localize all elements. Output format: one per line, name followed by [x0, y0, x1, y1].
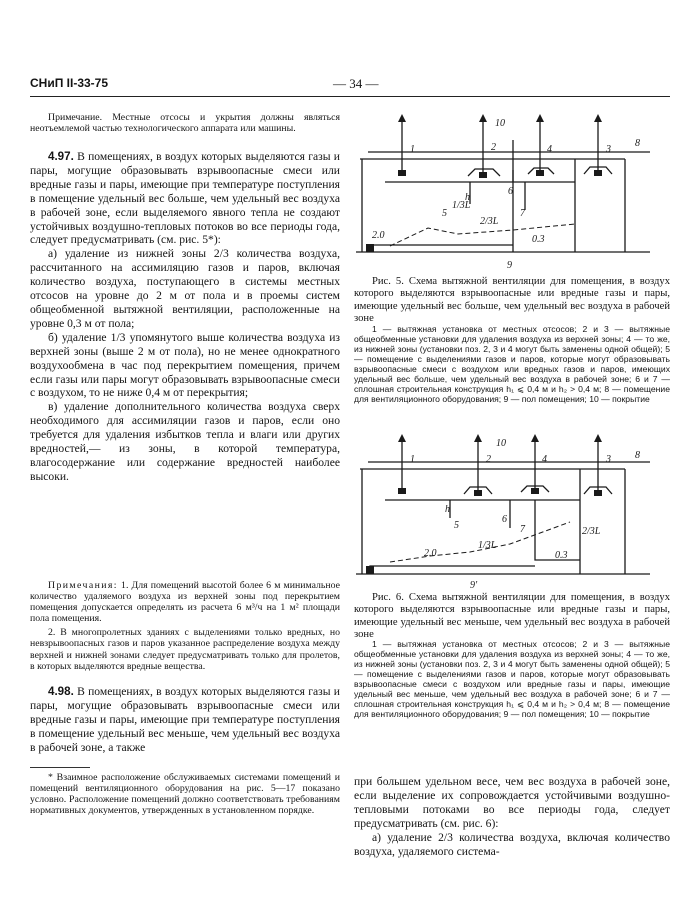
figure-5-caption: Рис. 5. Схема вытяжной вентиляции для помещения, в воздух которого выделяются взрывоопасные или вредные газы и пары, имеющие удельный вес больше, чем удельный вес воздуха в рабочей зоне [354, 276, 670, 325]
continuation-paragraph: при большем удельном весе, чем вес воздуха в рабочей зоне, если выделение их сопровождается устойчивыми воздушно-тепловыми потоками во все периоды года, следует предусматривать (см. рис. 6): [354, 775, 670, 830]
footnote-rule [30, 767, 90, 768]
page-number: — 34 — [333, 76, 379, 91]
label-one-third: 1/3L [478, 540, 497, 551]
label-5: 5 [442, 208, 447, 219]
item-b: б) удаление 1/3 упомянутого выше количества воздуха из верхней зоны (выше 2 м от пола), но не менее однократного воздухообмена в час под перекрытием помещения, причем если газы или пары могут образовывать взрывоопасные смеси с воздухом, то не ниже 0,4 м от перекрытия; [30, 330, 340, 400]
figure-6-legend: 1 — вытяжная установка от местных отсосов; 2 и 3 — вытяжные общеобменные установки для удаления воздуха из верхней зоны; 4 — то же, из нижней зоны (установки поз. 2, 3 и 4 могут быть заменены одной общей); 5 — помещение с выделениями газов и паров, которые могут образовывать взрывоопасные смеси с воздухом или вредные газы и пары, имеющие удельный вес меньше, чем удельный вес воздуха в рабочей зоне; 6 и 7 — сплошная строительная конструкция h₁ ⩽ 0,4 м и h₂ > 0,4 м; 8 — помещение для вентиляционного оборудования; 9 — пол помещения; 10 — покрытие [354, 639, 670, 719]
header-rule [30, 96, 670, 97]
note-local-exhausts: Примечание. Местные отсосы и укрытия должны являться неотъемлемой частью технологического аппарата или машины. [30, 112, 340, 135]
figure-5-legend: 1 — вытяжная установка от местных отсосов; 2 и 3 — вытяжные общеобменные установки для удаления воздуха из верхней зоны; 4 — то же, из нижней зоны (установки поз. 2, 3 и 4 могут быть заменены одной общей); 5 — помещение с выделениями газов и паров, которые могут образовывать взрывоопасные смеси с воздухом или вредных газов и паров, имеющих удельный вес больше, чем удельный вес воздуха в рабочей зоне; 6 и 7 — сплошная строительная конструкция h₁ ⩽ 0,4 м и h₂ > 0,4 м; 8 — помещение для вентиляционного оборудования; 9 — пол помещения; 10 — покрытие [354, 324, 670, 404]
section-4-98-continued [354, 775, 670, 858]
label-3: 3 [606, 144, 611, 155]
label-2: 2 [491, 142, 496, 153]
label-4: 4 [542, 454, 547, 465]
label-6: 6 [502, 514, 507, 525]
label-0-3: 0.3 [555, 550, 568, 561]
label-4: 4 [547, 144, 552, 155]
label-3: 3 [606, 454, 611, 465]
label-9: 9 [507, 260, 512, 271]
label-10: 10 [495, 118, 505, 129]
label-h: h [445, 504, 450, 515]
label-two-thirds: 2/3L [480, 216, 499, 227]
label-7: 7 [520, 524, 525, 535]
section-4-97: 4.97. В помещениях, в воздух которых выделяются газы и пары, могущие образовывать взрывоопасные смеси или вредные газы и пары, имеющие при температуре поступления в помещение удельный вес больше, чем удельный вес воздуха в рабочей зоне, если выделяемого явного тепла не создают устойчивых воздушно-тепловых потоков во все периоды года, следует предусматривать (см. рис. 5*): а) удаление из нижней зоны 2/3 количества воздуха, рассчитанного на ассимиляцию газов и паров, включая количество воздуха, поступающего в системы местных отсосов на уровне до 2 м от пола и в проемы систем общеобменной вытяжной вентиляции, расположенные на уровне 0,3 м от пола; б) удаление 1/3 упомянутого выше количества воздуха из верхней зоны (выше 2 м от пола), но не менее однократного воздухообмена в час под перекрытием помещения, причем если газы или пары могут образовывать взрывоопасные смеси с воздухом, то не ниже 0,4 м от перекрытия; в) удаление дополнительного количества воздуха сверх необходимого для ассимиляции газов и паров, если оно требуется для удаления избытков тепла и влаги или других вредностей,— из зоны, в которой температура, влагосодержание или содержание вредностей наиболее высоки. [30, 150, 340, 483]
label-2: 2 [486, 454, 491, 465]
item-a-continued: а) удаление 2/3 количества воздуха, включая количество воздуха, удаляемого система- [354, 830, 670, 858]
item-c: в) удаление дополнительного количества воздуха сверх необходимого для ассимиляции газов и паров, если оно требуется для удаления избытков тепла и влаги или других вредностей,— из зоны, в которой температура, влагосодержание или содержание вредностей наиболее высоки. [30, 400, 340, 483]
figure-5-diagram [350, 112, 670, 277]
label-1: 1 [410, 144, 415, 155]
label-0-3: 0.3 [532, 234, 545, 245]
footnote: * Взаимное расположение обслуживаемых системами помещений и помещений вентиляционного оборудования на рис. 5—17 показано условно. Расположение помещений должно соответствовать требованиям нормативных документов, утвержденных в установленном порядке. [30, 772, 340, 817]
label-1: 1 [410, 454, 415, 465]
notes-block: Примечания: 1. Для помещений высотой более 6 м минимальное количество удаляемого воздуха из верхней зоны под перекрытием помещения допускается определять из расчета 6 м³/ч на 1 м² площади пола помещения. 2. В многопролетных зданиях с выделениями только вредных, но невзрывоопасных газов и паров указанное распределение воздуха между верхней и нижней зонами следует предусматривать только для пролетов, в которых выделяются вредные вещества. [30, 580, 340, 672]
label-5: 5 [454, 520, 459, 531]
label-8: 8 [635, 138, 640, 149]
document-code: СНиП II-33-75 [30, 76, 109, 90]
label-6: 6 [508, 186, 513, 197]
label-7: 7 [520, 208, 525, 219]
figure-6-caption: Рис. 6. Схема вытяжной вентиляции для помещения, в воздух которого выделяются взрывоопасные или вредные газы и пары, имеющие удельный вес меньше, чем удельный вес воздуха в рабочей зоне [354, 592, 670, 641]
label-9: 9' [470, 580, 478, 591]
item-a: а) удаление из нижней зоны 2/3 количества воздуха, рассчитанного на ассимиляцию газов и паров, включая количество воздуха, поступающего в системы местных отсосов на уровне до 2 м от пола и в проемы систем общеобменной вытяжной вентиляции, расположенные на уровне 0,3 м от пола; [30, 247, 340, 330]
label-8: 8 [635, 450, 640, 461]
label-2-0: 2.0 [424, 548, 437, 559]
figure-6-diagram [350, 432, 670, 592]
section-number: 4.97. [48, 150, 74, 163]
label-10: 10 [496, 438, 506, 449]
note-2: 2. В многопролетных зданиях с выделениями только вредных, но невзрывоопасных газов и паров указанное распределение воздуха между верхней и нижней зонами следует предусматривать только для пролетов, в которых выделяются вредные вещества. [30, 627, 340, 672]
label-two-thirds: 2/3L [582, 526, 601, 537]
label-h: h [465, 192, 470, 203]
label-one-third: 1/3L [452, 200, 471, 211]
label-2-0: 2.0 [372, 230, 385, 241]
section-4-98: 4.98. В помещениях, в воздух которых выделяются газы и пары, могущие образовывать взрывоопасные смеси или вредные газы и пары, имеющие при температуре поступления в помещение удельный вес меньше, чем удельный вес воздуха в рабочей зоне, а также [30, 685, 340, 754]
